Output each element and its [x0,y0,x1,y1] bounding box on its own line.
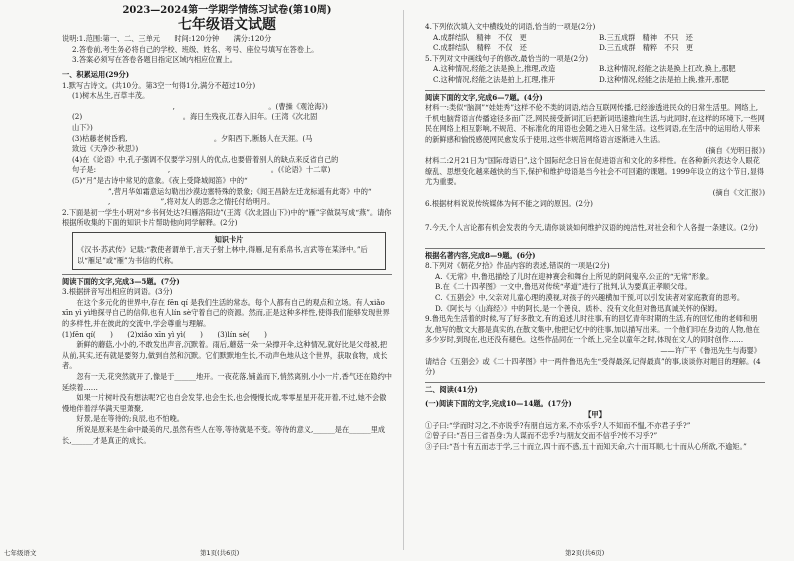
section-heading: 二、阅读(41分) [425,382,765,396]
option-b: B.这种情况,经能之法是换上扛改,换上,那肥 [599,64,736,74]
option-d: D.这种情况,经能之法是拍上换,推开,那肥 [599,74,729,84]
question-3: 3.根据拼音写出相应的词语。(3分) [62,287,173,297]
option-c: C.成群结队 精粹 不仅 还 [433,43,527,53]
question-5: 5.下列对文中画线句子的修改,最恰当的一项是(2分) [425,53,589,63]
knowledge-card [72,232,386,270]
question-9-quote-source: ——许广平《鲁迅先生与海婴》 [660,346,761,356]
note-line: 3.答案必须写在答卷各题目指定区域内相应位置上。 [72,55,237,65]
section-heading: 一、积累运用(29分) [62,69,130,79]
answer-space [425,234,765,244]
option-a: A.成群结队 精神 不仅 更 [433,32,527,42]
recite-line: 山下》) [72,122,93,132]
footer-page-2: 第2页(共6页) [565,549,605,557]
exam-title: 2023—2024第一学期学情练习试卷(第10周) [122,5,332,16]
reading-instruction: (一)阅读下面的文字,完成10—14题。(17分) [425,399,572,409]
recite-line: , ”,将对友人的思念之情托付给明月。 [72,197,275,207]
question-9-task: 请结合《五猖会》或《二十四孝图》中一两件鲁迅先生“受得最深,记得最真”的事,谈谈你对题目的理解。(4分) [425,356,761,377]
option-d: D.《阿长与〈山海经〉》中的阿长,是一个善良、质朴、没有文化但对鲁迅真诚关怀的保姆。 [435,303,722,313]
option-b: B.三五成群 精神 不只 还 [599,32,693,42]
option-a: A.这种情况,经能之法是换上,推理,改造 [433,64,556,74]
recite-line: (5)“月”是古诗中常见的意象。《夜上受降城闻笛》中的“ [72,175,248,185]
note-line: 2.答卷前,考生务必将自己的学校、班级、姓名、考号、座位号填写在答卷上。 [72,44,319,54]
note-line: 说明:1.范围:第一、二、三单元 时间:120分钟 满分:120分 [62,34,272,44]
option-d: D.三五成群 精粹 不只 更 [599,43,694,53]
passage-paragraph: 好景,是在等待的;良辰,也不怕晚。 [62,414,184,424]
question-1: 1.默写古诗文。(共10分。第3空一句得1分,满分不超过10分) [62,80,256,90]
passage-paragraph: 所说是原来是生命中最美的尺,虽然有些人在等,等待就是不变。等待的意义,______是在______里成长,______才是真正的成长。 [62,424,386,445]
knowledge-card-body: 《汉书·苏武传》记载:“教使者谓单于,言天子射上林中,得雁,足有系帛书,言武等在某泽中。”后以“雁足”或“雁”为书信的代称。 [77,245,368,266]
reading-instruction: 阅读下面的文字,完成6—7题。(4分) [425,90,765,104]
question-9: 9.鲁迅先生活着的时候,写了好多散文,有的追述儿时往事,有的回忆青年时期的生活,有的回忆他的老师和朋友,他写的散文大都是真实的,在散文集中,他把记忆中的往事,加以描写出来。一个他们印在身边的人物,他在多少岁时,到现在,也还没有褪色。这些作品同在一个纸上,完全以童年之时,体现在文人的同时创作…… [425,314,760,345]
material-1-source: (摘自《光明日报》) [705,145,765,155]
question-5-options [425,64,765,85]
recite-line: ”,营月华如霜意运勾勒出沙漠边塞特殊的景象;《闻王昌龄左迁龙标遥有此寄》中的“ [72,186,372,196]
question-2: 2.下面是初一学生小明对“乡书何处达?归雁洛阳边”(王湾《次北固山下》)中的“雁”字做误写成“燕”。请你根据所收集的下面的知识卡片帮助他向同学解释。(2分) [62,207,392,228]
exam-notes [62,34,392,66]
passage-paragraph: 新鲜的蘑菇,小小的,不敢发出声音,沉默着。雨后,蘑菇一朵一朵撑开伞,这种情况,就好比是父母被,把从前,其实,还有就是要努力,做到自然和沉默。它们默默地生长,不动声色地从这个世界，获取食物，成长者。 [62,340,388,371]
passage-paragraph: 如果一片树叶没有想法呢?它也自会发芽,也会生长,也会慢慢长成,零零星星开花开着,不过,她不会傲慢地伴着浮华满天里萧聚, [62,393,387,413]
recite-line: (4)在《论语》中,孔子强调不仅要学习别人的优点,也要借着别人的缺点来反省自己的 [72,154,339,164]
material-2-source: (摘自《文汇报》) [712,187,765,197]
reading-instruction: 阅读下面的文字,完成3—5题。(7分) [62,274,392,288]
pinyin-blanks: (1)fēn qí( ) (2)xiǎo xīn yì yì( ) (3)lín sè( ) [62,329,267,339]
option-a: A.《无常》中,鲁迅描绘了儿时在迎神赛会和舞台上所见的阴间鬼卒,公正的“无常”形象。 [435,271,714,281]
recite-line: , 。(曹操《观沧海》) [72,101,328,111]
left-column [62,0,392,561]
question-7: 7.今天,个人言论都有机会发表的今天,请你谈谈如何维护汉语的纯洁性,对社会和个人各提一条建议。(2分) [425,223,758,233]
passage-paragraph: 在这个多元化的世界中,存在 fēn qí 是我们生活的常态。每个人都有自己的观点和立场。有人xiǎo xīn yì yì地探寻自己的信仰,也有人lín sè守着自己的资源。然而,正是这种多样性,使得我们能够发现世界的多样性,并在彼此的交流中,学会尊重与理解。 [62,297,390,329]
recite-line: (1)树木丛生,百草丰茂。 [72,91,150,101]
footer-subject: 七年级语文 [4,549,37,557]
reading-passage [62,298,392,446]
question-4: 4.下列依次填入文中横线处的词语,恰当的一项是(2分) [425,22,596,31]
passage-paragraph: 忽有一天,花突然就开了,像是于______地开。一夜花落,铺盖而下,悄然离别,小小一片,香气还在隐约中延续着…… [62,372,392,392]
question-8-options [425,272,765,314]
option-c: C.这种情况,经能之法是拍上,扛理,推开 [433,74,556,84]
question-4-options [425,33,765,54]
question-8: 8.下列对《朝花夕拾》作品内容的表述,错误的一项是(2分) [425,261,610,271]
material-2: 材料二:2月21日为“国际母语日”,这个国际纪念日旨在促进语言和文化的多样性。在各种新兴表达令人眼花缭乱、思想变化越来越快的当下,保护和维护母语是当今社会不可回避的课题。1999年设立的这个节日,显得尤为重要。 [425,156,765,187]
answer-space [425,209,765,223]
passage-label: 【甲】 [584,410,606,419]
lunyu-line: ③子曰:“吾十有五而志于学,三十而立,四十而不惑,五十而知天命,六十而耳顺,七十而从心所欲,不逾矩。” [425,441,747,451]
footer-page-1: 第1页(共6页) [200,549,240,557]
question-6: 6.根据材料说说传统媒体为何不能之词的原因。(2分) [425,198,593,208]
lunyu-line: ②曾子曰:“吾日三省吾身:为人谋而不忠乎?与朋友交而不信乎?传不习乎?” [425,431,658,441]
recite-line: (3)枯藤老树昏鸦, 。夕阳西下,断肠人在天涯。(马 [72,133,313,143]
question-1-lines [62,91,392,208]
option-b: B.在《二十四孝图》一文中,鲁迅对传统“孝道”进行了批判,认为要真正孝顺父母。 [435,282,692,292]
recite-line: 致远《天净沙·秋思》) [72,144,139,154]
recite-line: 句子是: , 。(《论语》十二章) [72,165,331,175]
column-divider [403,10,404,550]
lunyu-line: ①子曰:“学而时习之,不亦说乎?有朋自远方来,不亦乐乎?人不知而不愠,不亦君子乎?” [425,420,691,430]
exam-subtitle: 七年级语文试题 [178,16,276,33]
right-column [425,0,765,561]
knowledge-card-title: 知识卡片 [214,234,244,244]
reading-instruction: 根据名著内容,完成8—9题。(6分) [425,248,765,262]
recite-line: (2) 。海日生残夜,江春入旧年。(王湾《次北固 [72,112,318,122]
material-1: 材料一:类似“脑洞”“娃娃秀”这样不伦不类的词语,结合互联网传播,已经渗透进民众的日常生活里。网络上,千机电脑背语言传播途径多而广泛,网民接受新词汇后把新词迅速推向生活,与此同时,在这样的环境下,一些网民在网络上相互影响,不规范、不标准化的用语也会随之进入日常生活。这些词语,在生活中的运用给人带来的新鲜感和愉悦感使网民愈发乐于使用,这些非规范网络语言逐渐进入生活。 [425,103,765,144]
option-c: C.《五猖会》中,父亲对儿童心理的漠视,对孩子的兴趣横加干预,可以引发读者对家庭教育的思考。 [435,293,745,303]
